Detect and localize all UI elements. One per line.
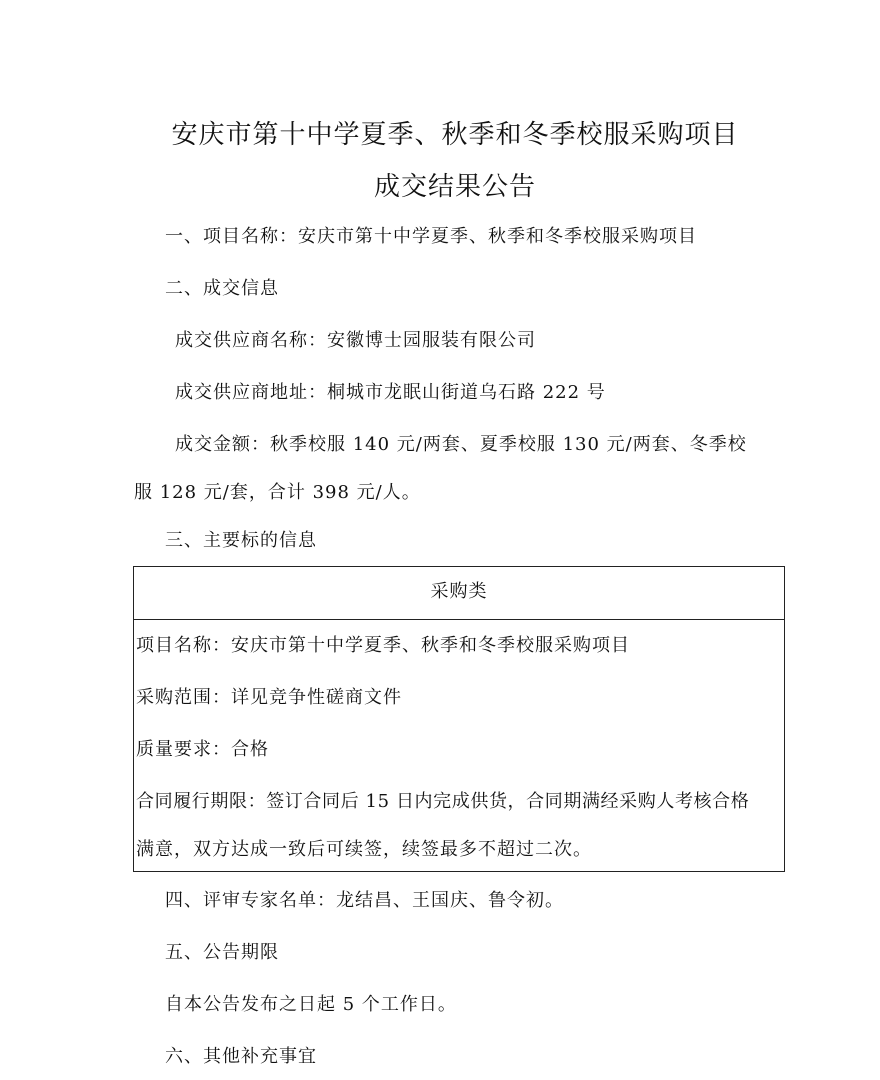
table-quality: 质量要求：合格 — [136, 739, 269, 760]
page-title: 安庆市第十中学夏季、秋季和冬季校服采购项目 — [171, 120, 739, 150]
subject-info-table — [133, 566, 785, 872]
table-project-name: 项目名称：安庆市第十中学夏季、秋季和冬季校服采购项目 — [136, 635, 630, 656]
table-contract-term: 合同履行期限：签订合同后 15 日内完成供货，合同期满经采购人考核合格 — [136, 791, 750, 812]
table-scope: 采购范围：详见竞争性磋商文件 — [136, 687, 402, 708]
subject-info-heading: 三、主要标的信息 — [165, 530, 317, 551]
deal-amount-line-cont: 服 128 元/套，合计 398 元/人。 — [134, 482, 421, 503]
deal-amount-line: 成交金额：秋季校服 140 元/两套、夏季校服 130 元/两套、冬季校 — [175, 434, 747, 455]
supplier-name-line: 成交供应商名称：安徽博士园服装有限公司 — [175, 330, 536, 351]
page-subtitle: 成交结果公告 — [373, 172, 536, 202]
review-experts-line: 四、评审专家名单：龙结昌、王国庆、鲁令初。 — [165, 890, 564, 911]
table-header: 采购类 — [134, 567, 784, 620]
project-name-line: 一、项目名称：安庆市第十中学夏季、秋季和冬季校服采购项目 — [165, 226, 697, 247]
notice-period-heading: 五、公告期限 — [165, 942, 279, 963]
other-matters-heading: 六、其他补充事宜 — [165, 1046, 317, 1067]
deal-info-heading: 二、成交信息 — [165, 278, 279, 299]
supplier-address-line: 成交供应商地址：桐城市龙眠山街道乌石路 222 号 — [175, 382, 606, 403]
table-contract-term-cont: 满意，双方达成一致后可续签，续签最多不超过二次。 — [136, 839, 592, 860]
notice-period-text: 自本公告发布之日起 5 个工作日。 — [165, 994, 457, 1015]
